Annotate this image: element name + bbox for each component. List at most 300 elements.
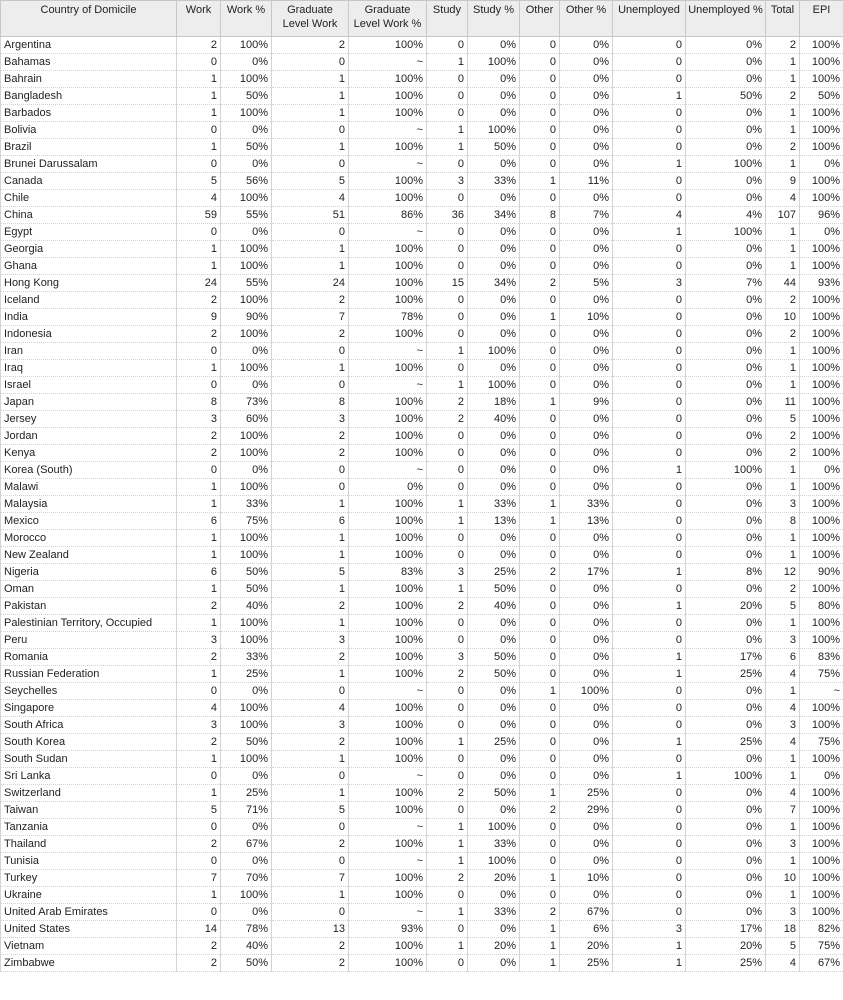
study-pct-cell: 0% <box>468 292 520 309</box>
col-header-other[interactable]: Other <box>520 1 560 37</box>
work-cell: 1 <box>177 139 221 156</box>
table-row[interactable] <box>1 581 843 598</box>
study-pct-cell: 33% <box>468 496 520 513</box>
study-pct-cell: 100% <box>468 819 520 836</box>
study-cell: 1 <box>427 853 468 870</box>
epi-cell: 83% <box>800 649 843 666</box>
epi-cell: 0% <box>800 462 843 479</box>
other-pct-cell: 0% <box>560 581 613 598</box>
table-row[interactable] <box>1 955 843 972</box>
unemployed-pct-cell: 0% <box>686 377 766 394</box>
study-pct-cell: 0% <box>468 802 520 819</box>
other-cell: 0 <box>520 377 560 394</box>
study-pct-cell: 50% <box>468 666 520 683</box>
col-header-grad-work[interactable]: Graduate Level Work <box>272 1 349 37</box>
grad-work-pct-cell: 100% <box>349 836 427 853</box>
work-pct-cell: 25% <box>221 785 272 802</box>
other-cell: 0 <box>520 717 560 734</box>
study-cell: 1 <box>427 819 468 836</box>
other-cell: 0 <box>520 224 560 241</box>
total-cell: 1 <box>766 853 800 870</box>
other-cell: 0 <box>520 258 560 275</box>
total-cell: 2 <box>766 326 800 343</box>
table-row[interactable] <box>1 921 843 938</box>
study-pct-cell: 0% <box>468 479 520 496</box>
col-header-unemployed[interactable]: Unemployed <box>613 1 686 37</box>
other-cell: 1 <box>520 173 560 190</box>
work-cell: 5 <box>177 173 221 190</box>
grad-work-cell: 7 <box>272 309 349 326</box>
total-cell: 2 <box>766 581 800 598</box>
country-cell: Japan <box>1 394 177 411</box>
work-pct-cell: 67% <box>221 836 272 853</box>
work-pct-cell: 71% <box>221 802 272 819</box>
total-cell: 1 <box>766 224 800 241</box>
table-row[interactable] <box>1 496 843 513</box>
unemployed-cell: 4 <box>613 207 686 224</box>
other-pct-cell: 0% <box>560 326 613 343</box>
epi-cell: 100% <box>800 428 843 445</box>
country-cell: Zimbabwe <box>1 955 177 972</box>
unemployed-cell: 0 <box>613 530 686 547</box>
total-cell: 3 <box>766 632 800 649</box>
work-cell: 1 <box>177 258 221 275</box>
table-row[interactable] <box>1 122 843 139</box>
table-row[interactable] <box>1 156 843 173</box>
work-pct-cell: 100% <box>221 615 272 632</box>
total-cell: 3 <box>766 496 800 513</box>
work-cell: 0 <box>177 377 221 394</box>
country-cell: Ukraine <box>1 887 177 904</box>
grad-work-cell: 1 <box>272 105 349 122</box>
country-cell: Hong Kong <box>1 275 177 292</box>
other-cell: 0 <box>520 37 560 54</box>
unemployed-pct-cell: 25% <box>686 955 766 972</box>
table-row[interactable] <box>1 224 843 241</box>
study-pct-cell: 33% <box>468 836 520 853</box>
table-row[interactable] <box>1 309 843 326</box>
table-row[interactable] <box>1 768 843 785</box>
unemployed-pct-cell: 0% <box>686 785 766 802</box>
work-cell: 6 <box>177 513 221 530</box>
country-cell: Tunisia <box>1 853 177 870</box>
table-row[interactable] <box>1 785 843 802</box>
table-row[interactable] <box>1 887 843 904</box>
unemployed-cell: 0 <box>613 105 686 122</box>
study-cell: 0 <box>427 768 468 785</box>
epi-cell: 100% <box>800 122 843 139</box>
grad-work-pct-cell: 100% <box>349 326 427 343</box>
work-cell: 2 <box>177 37 221 54</box>
col-header-study[interactable]: Study <box>427 1 468 37</box>
unemployed-pct-cell: 0% <box>686 411 766 428</box>
total-cell: 4 <box>766 955 800 972</box>
study-pct-cell: 0% <box>468 768 520 785</box>
total-cell: 3 <box>766 836 800 853</box>
epi-cell: 100% <box>800 394 843 411</box>
grad-work-pct-cell: 100% <box>349 513 427 530</box>
grad-work-pct-cell: 100% <box>349 258 427 275</box>
other-pct-cell: 0% <box>560 428 613 445</box>
total-cell: 10 <box>766 870 800 887</box>
country-cell: Nigeria <box>1 564 177 581</box>
work-cell: 2 <box>177 955 221 972</box>
table-row[interactable] <box>1 428 843 445</box>
grad-work-pct-cell: 86% <box>349 207 427 224</box>
table-row[interactable] <box>1 513 843 530</box>
study-pct-cell: 40% <box>468 598 520 615</box>
other-cell: 0 <box>520 139 560 156</box>
work-pct-cell: 40% <box>221 938 272 955</box>
country-cell: Malawi <box>1 479 177 496</box>
unemployed-pct-cell: 0% <box>686 717 766 734</box>
work-cell: 1 <box>177 241 221 258</box>
total-cell: 1 <box>766 377 800 394</box>
country-cell: Bahrain <box>1 71 177 88</box>
table-row[interactable] <box>1 445 843 462</box>
grad-work-pct-cell: ~ <box>349 343 427 360</box>
grad-work-pct-cell: 100% <box>349 394 427 411</box>
work-cell: 5 <box>177 802 221 819</box>
work-pct-cell: 0% <box>221 819 272 836</box>
table-row[interactable] <box>1 139 843 156</box>
epi-cell: 100% <box>800 258 843 275</box>
unemployed-pct-cell: 0% <box>686 241 766 258</box>
study-cell: 0 <box>427 241 468 258</box>
grad-work-pct-cell: 100% <box>349 598 427 615</box>
unemployed-pct-cell: 0% <box>686 853 766 870</box>
table-row[interactable] <box>1 326 843 343</box>
unemployed-pct-cell: 0% <box>686 71 766 88</box>
study-cell: 1 <box>427 938 468 955</box>
epi-cell: 100% <box>800 292 843 309</box>
country-cell: South Africa <box>1 717 177 734</box>
other-pct-cell: 0% <box>560 632 613 649</box>
grad-work-cell: 1 <box>272 360 349 377</box>
epi-cell: 100% <box>800 700 843 717</box>
study-pct-cell: 0% <box>468 309 520 326</box>
epi-cell: 100% <box>800 836 843 853</box>
col-header-grad-work-pct[interactable]: Graduate Level Work % <box>349 1 427 37</box>
study-pct-cell: 100% <box>468 343 520 360</box>
unemployed-cell: 0 <box>613 717 686 734</box>
grad-work-pct-cell: 83% <box>349 564 427 581</box>
grad-work-cell: 2 <box>272 292 349 309</box>
unemployed-pct-cell: 0% <box>686 479 766 496</box>
study-pct-cell: 50% <box>468 581 520 598</box>
country-cell: Jordan <box>1 428 177 445</box>
epi-cell: 67% <box>800 955 843 972</box>
grad-work-pct-cell: 100% <box>349 547 427 564</box>
other-pct-cell: 0% <box>560 887 613 904</box>
unemployed-cell: 1 <box>613 564 686 581</box>
table-row[interactable] <box>1 190 843 207</box>
col-header-other-pct[interactable]: Other % <box>560 1 613 37</box>
other-cell: 0 <box>520 241 560 258</box>
table-row[interactable] <box>1 870 843 887</box>
table-row[interactable] <box>1 819 843 836</box>
work-cell: 1 <box>177 496 221 513</box>
unemployed-pct-cell: 0% <box>686 190 766 207</box>
total-cell: 9 <box>766 173 800 190</box>
work-pct-cell: 50% <box>221 564 272 581</box>
table-row[interactable] <box>1 598 843 615</box>
unemployed-cell: 0 <box>613 37 686 54</box>
grad-work-pct-cell: 100% <box>349 360 427 377</box>
unemployed-pct-cell: 0% <box>686 632 766 649</box>
other-pct-cell: 0% <box>560 37 613 54</box>
table-row[interactable] <box>1 54 843 71</box>
table-row[interactable] <box>1 751 843 768</box>
total-cell: 3 <box>766 904 800 921</box>
table-row[interactable] <box>1 632 843 649</box>
other-cell: 0 <box>520 751 560 768</box>
table-row[interactable] <box>1 666 843 683</box>
total-cell: 4 <box>766 785 800 802</box>
work-cell: 7 <box>177 870 221 887</box>
other-cell: 1 <box>520 870 560 887</box>
grad-work-cell: 0 <box>272 224 349 241</box>
grad-work-cell: 2 <box>272 598 349 615</box>
unemployed-cell: 0 <box>613 360 686 377</box>
study-pct-cell: 34% <box>468 207 520 224</box>
col-header-work-pct[interactable]: Work % <box>221 1 272 37</box>
unemployed-pct-cell: 0% <box>686 173 766 190</box>
study-cell: 0 <box>427 683 468 700</box>
study-pct-cell: 50% <box>468 139 520 156</box>
country-cell: Bahamas <box>1 54 177 71</box>
col-header-country[interactable]: Country of Domicile <box>1 1 177 37</box>
other-cell: 0 <box>520 700 560 717</box>
study-cell: 0 <box>427 292 468 309</box>
table-row[interactable] <box>1 411 843 428</box>
unemployed-cell: 1 <box>613 649 686 666</box>
other-pct-cell: 0% <box>560 853 613 870</box>
country-cell: Mexico <box>1 513 177 530</box>
study-pct-cell: 0% <box>468 360 520 377</box>
unemployed-pct-cell: 8% <box>686 564 766 581</box>
grad-work-cell: 1 <box>272 496 349 513</box>
table-row[interactable] <box>1 479 843 496</box>
col-header-unemployed-pct[interactable]: Unemployed % <box>686 1 766 37</box>
table-row[interactable] <box>1 853 843 870</box>
other-pct-cell: 6% <box>560 921 613 938</box>
country-cell: Sri Lanka <box>1 768 177 785</box>
country-cell: Morocco <box>1 530 177 547</box>
other-pct-cell: 25% <box>560 785 613 802</box>
table-row[interactable] <box>1 37 843 54</box>
table-row[interactable] <box>1 802 843 819</box>
table-row[interactable] <box>1 734 843 751</box>
work-cell: 4 <box>177 190 221 207</box>
study-pct-cell: 0% <box>468 241 520 258</box>
study-pct-cell: 20% <box>468 870 520 887</box>
country-cell: Bolivia <box>1 122 177 139</box>
table-row[interactable] <box>1 241 843 258</box>
work-cell: 1 <box>177 751 221 768</box>
grad-work-cell: 0 <box>272 853 349 870</box>
table-row[interactable] <box>1 360 843 377</box>
table-row[interactable] <box>1 564 843 581</box>
epi-cell: 0% <box>800 156 843 173</box>
other-pct-cell: 0% <box>560 649 613 666</box>
work-cell: 0 <box>177 122 221 139</box>
work-pct-cell: 100% <box>221 887 272 904</box>
study-cell: 0 <box>427 309 468 326</box>
work-pct-cell: 75% <box>221 513 272 530</box>
country-cell: Indonesia <box>1 326 177 343</box>
work-pct-cell: 0% <box>221 904 272 921</box>
table-row[interactable] <box>1 649 843 666</box>
study-cell: 2 <box>427 411 468 428</box>
epi-cell: 100% <box>800 904 843 921</box>
work-cell: 9 <box>177 309 221 326</box>
study-pct-cell: 0% <box>468 632 520 649</box>
country-cell: Egypt <box>1 224 177 241</box>
total-cell: 1 <box>766 360 800 377</box>
col-header-work[interactable]: Work <box>177 1 221 37</box>
grad-work-pct-cell: 100% <box>349 445 427 462</box>
study-cell: 1 <box>427 139 468 156</box>
grad-work-cell: 5 <box>272 173 349 190</box>
table-row[interactable] <box>1 105 843 122</box>
country-cell: South Sudan <box>1 751 177 768</box>
col-header-total[interactable]: Total <box>766 1 800 37</box>
total-cell: 1 <box>766 241 800 258</box>
study-pct-cell: 25% <box>468 564 520 581</box>
work-pct-cell: 0% <box>221 343 272 360</box>
table-row[interactable] <box>1 683 843 700</box>
country-cell: Iceland <box>1 292 177 309</box>
table-row[interactable] <box>1 258 843 275</box>
other-cell: 1 <box>520 921 560 938</box>
col-header-study-pct[interactable]: Study % <box>468 1 520 37</box>
study-pct-cell: 100% <box>468 54 520 71</box>
other-cell: 1 <box>520 785 560 802</box>
work-cell: 2 <box>177 649 221 666</box>
work-cell: 2 <box>177 326 221 343</box>
other-cell: 2 <box>520 802 560 819</box>
grad-work-cell: 13 <box>272 921 349 938</box>
epi-cell: 100% <box>800 887 843 904</box>
total-cell: 4 <box>766 700 800 717</box>
work-pct-cell: 40% <box>221 598 272 615</box>
grad-work-cell: 0 <box>272 156 349 173</box>
grad-work-cell: 3 <box>272 717 349 734</box>
other-cell: 0 <box>520 343 560 360</box>
unemployed-pct-cell: 17% <box>686 649 766 666</box>
total-cell: 1 <box>766 71 800 88</box>
unemployed-cell: 1 <box>613 768 686 785</box>
epi-cell: 100% <box>800 377 843 394</box>
grad-work-pct-cell: ~ <box>349 122 427 139</box>
work-pct-cell: 33% <box>221 496 272 513</box>
table-row[interactable] <box>1 700 843 717</box>
grad-work-pct-cell: 100% <box>349 649 427 666</box>
study-pct-cell: 34% <box>468 275 520 292</box>
table-row[interactable] <box>1 462 843 479</box>
table-row[interactable] <box>1 904 843 921</box>
epi-cell: 100% <box>800 751 843 768</box>
table-row[interactable] <box>1 547 843 564</box>
total-cell: 1 <box>766 479 800 496</box>
table-row[interactable] <box>1 836 843 853</box>
grad-work-pct-cell: ~ <box>349 768 427 785</box>
grad-work-pct-cell: ~ <box>349 156 427 173</box>
epi-cell: 100% <box>800 802 843 819</box>
epi-cell: 100% <box>800 513 843 530</box>
unemployed-pct-cell: 0% <box>686 751 766 768</box>
unemployed-cell: 0 <box>613 581 686 598</box>
study-pct-cell: 0% <box>468 700 520 717</box>
work-cell: 4 <box>177 700 221 717</box>
work-cell: 0 <box>177 768 221 785</box>
study-pct-cell: 0% <box>468 326 520 343</box>
table-row[interactable] <box>1 394 843 411</box>
work-pct-cell: 100% <box>221 241 272 258</box>
grad-work-pct-cell: ~ <box>349 54 427 71</box>
total-cell: 5 <box>766 938 800 955</box>
work-pct-cell: 100% <box>221 428 272 445</box>
grad-work-pct-cell: 100% <box>349 275 427 292</box>
col-header-epi[interactable]: EPI <box>800 1 843 37</box>
table-row[interactable] <box>1 71 843 88</box>
table-row[interactable] <box>1 207 843 224</box>
other-cell: 1 <box>520 309 560 326</box>
study-cell: 0 <box>427 802 468 819</box>
study-pct-cell: 0% <box>468 921 520 938</box>
grad-work-cell: 51 <box>272 207 349 224</box>
table-row[interactable] <box>1 275 843 292</box>
table-row[interactable] <box>1 938 843 955</box>
total-cell: 1 <box>766 768 800 785</box>
work-cell: 24 <box>177 275 221 292</box>
other-pct-cell: 0% <box>560 530 613 547</box>
other-cell: 1 <box>520 683 560 700</box>
other-cell: 0 <box>520 156 560 173</box>
table-row[interactable] <box>1 530 843 547</box>
study-cell: 0 <box>427 530 468 547</box>
grad-work-cell: 1 <box>272 530 349 547</box>
table-row[interactable] <box>1 292 843 309</box>
country-cell: Ghana <box>1 258 177 275</box>
study-cell: 3 <box>427 564 468 581</box>
total-cell: 2 <box>766 37 800 54</box>
table-row[interactable] <box>1 377 843 394</box>
table-row[interactable] <box>1 717 843 734</box>
study-pct-cell: 100% <box>468 122 520 139</box>
epi-cell: 100% <box>800 632 843 649</box>
work-pct-cell: 33% <box>221 649 272 666</box>
table-row[interactable] <box>1 88 843 105</box>
other-pct-cell: 0% <box>560 105 613 122</box>
grad-work-cell: 1 <box>272 615 349 632</box>
table-row[interactable] <box>1 343 843 360</box>
unemployed-pct-cell: 0% <box>686 547 766 564</box>
work-cell: 1 <box>177 105 221 122</box>
grad-work-pct-cell: ~ <box>349 904 427 921</box>
unemployed-cell: 0 <box>613 411 686 428</box>
unemployed-cell: 0 <box>613 54 686 71</box>
other-pct-cell: 10% <box>560 309 613 326</box>
other-cell: 8 <box>520 207 560 224</box>
country-cell: Thailand <box>1 836 177 853</box>
work-cell: 2 <box>177 598 221 615</box>
table-row[interactable] <box>1 615 843 632</box>
other-cell: 0 <box>520 88 560 105</box>
table-row[interactable] <box>1 173 843 190</box>
total-cell: 1 <box>766 615 800 632</box>
